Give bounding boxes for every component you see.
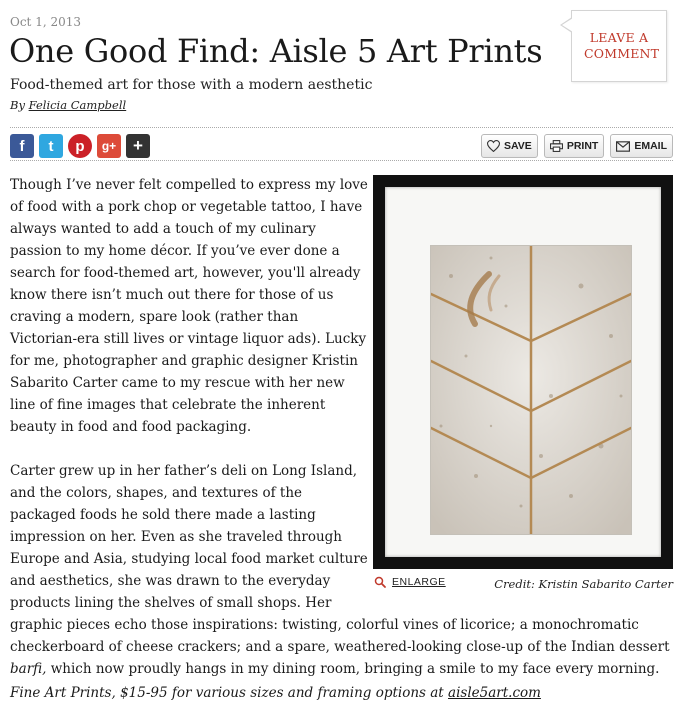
leave-comment-label: LEAVE A COMMENT <box>584 30 660 61</box>
twitter-icon[interactable]: t <box>39 134 63 158</box>
google-plus-icon[interactable]: g+ <box>97 134 121 158</box>
enlarge-label: ENLARGE <box>392 576 446 588</box>
framed-artwork-image[interactable] <box>373 175 673 569</box>
paragraph-2-text: Carter grew up in her father’s deli on Long Island, and the colors, shapes, and textures of the packaged foods he sold there made a lasting impression on her. Even as she traveled through Europe and Asia, studying local food market culture and aesthetics, she was drawn to the everyday products lining the shelves of small shops. Her graphic pieces echo those inspirations: twisting, colorful vines of licorice; a monochromatic checkerboard of cheese crackers; and a spare, weathered-looking close-up of the Indian dessert <box>10 463 670 655</box>
speech-bubble-tail-inner <box>562 18 573 32</box>
barfi-italic: barfi, <box>10 661 47 677</box>
byline-prefix: By <box>10 98 25 112</box>
page-title: One Good Find: Aisle 5 Art Prints <box>9 32 543 70</box>
print-button[interactable] <box>544 134 605 158</box>
article-subtitle: Food-themed art for those with a modern aesthetic <box>10 77 373 93</box>
save-label: SAVE <box>504 140 532 152</box>
more-share-icon[interactable]: + <box>126 134 150 158</box>
divider-bottom <box>10 160 673 161</box>
printer-icon <box>550 140 563 152</box>
email-button[interactable] <box>610 134 673 158</box>
article-date: Oct 1, 2013 <box>10 15 81 29</box>
frame-mat <box>385 187 661 557</box>
leave-comment-button[interactable] <box>571 10 667 82</box>
enlarge-link[interactable] <box>374 576 446 588</box>
magnifier-icon <box>374 576 386 588</box>
email-label: EMAIL <box>634 140 667 152</box>
author-link[interactable]: Felicia Campbell <box>28 98 127 112</box>
heart-icon <box>487 140 500 152</box>
barfi-closeup-graphic <box>431 246 631 534</box>
photo-credit: Credit: Kristin Sabarito Carter <box>494 577 673 591</box>
barfi-print <box>430 245 632 535</box>
aisle5art-link[interactable]: aisle5art.com <box>448 685 541 701</box>
social-share-bar <box>10 134 150 158</box>
product-info-text: Fine Art Prints, $15-95 for various sizes and framing options at <box>10 685 449 701</box>
divider-top <box>10 127 673 128</box>
byline <box>10 98 126 112</box>
print-label: PRINT <box>566 140 599 152</box>
envelope-icon <box>616 141 630 152</box>
product-info <box>10 685 541 701</box>
facebook-icon[interactable]: f <box>10 134 34 158</box>
paragraph-1: Though I’ve never felt compelled to express my love of food with a pork chop or vegetable tattoo, I have always wanted to add a touch of my culinary passion to my home décor. If you’ve ever done a search for food-themed art, however, you'll already know there isn’t much out there for those of us craving a modern, spare look (rather than Victorian-era still lives or vintage liquor ads). Lucky for me, photographer and graphic designer Kristin Sabarito Carter came to my rescue with her new line of fine images that celebrate the inherent beauty in food and food packaging. <box>10 177 368 435</box>
paragraph-2-tail: which now proudly hangs in my dining room, bringing a smile to my face every morning. <box>46 661 660 677</box>
article-actions <box>481 134 673 158</box>
pinterest-icon[interactable]: p <box>68 134 92 158</box>
save-button[interactable] <box>481 134 538 158</box>
